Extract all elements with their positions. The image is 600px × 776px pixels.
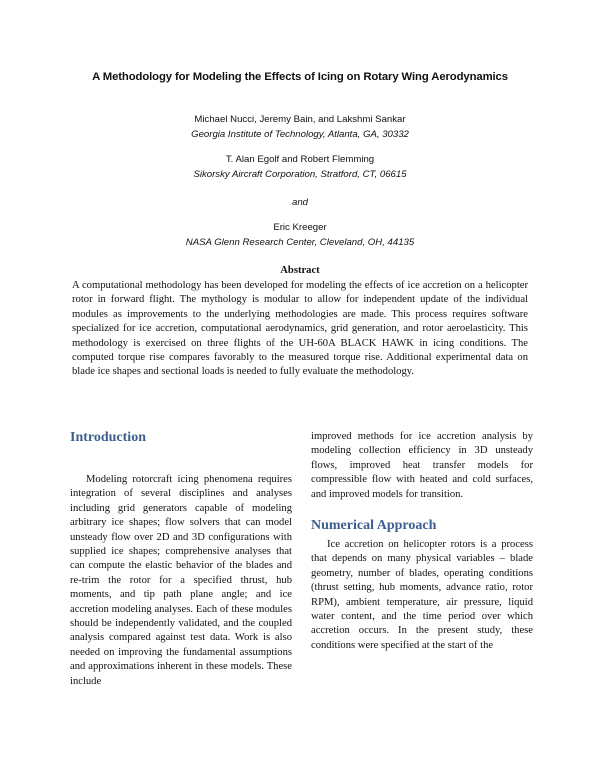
author-group-2 bbox=[100, 152, 500, 182]
right-column bbox=[311, 430, 533, 653]
author-group-1 bbox=[100, 112, 500, 142]
introduction-text: Modeling rotorcraft icing phenomena requires integration of several disciplines and analyses including grid generators capable of modeling arbitrary ice shapes; flow solvers that can model unsteady flow over 2D and 3D configurations with supplied ice shapes; comprehensive analyses that can compute the elastic behavior of the blades and re-trim the rotor for a specified thrust, hub moments, and tip path plane angle; and ice accretion modeling analyses. Each of these modules should be independently validated, and the coupled analysis compared against test data. Work is also needed on improving the fundamental assumptions and approximations inherent in these models. These include bbox=[70, 474, 292, 687]
numerical-approach-text: Ice accretion on helicopter rotors is a process that depends on many physical variables – blade geometry, number of blades, operating conditions (thrust setting, hub moments, advance ratio, rotor RPM), ambient temperature, air pressure, liquid water content, and the time period over which accretion occurs. In the present study, these conditions were specified at the start of the bbox=[311, 539, 533, 651]
and-separator: and bbox=[291, 197, 308, 208]
abstract-heading: Abstract bbox=[280, 265, 320, 276]
author-affiliation: NASA Glenn Research Center, Cleveland, OH, 44135 bbox=[185, 237, 415, 248]
abstract-text: A computational methodology has been developed for modeling the effects of ice accretion on a helicopter rotor in forward flight. The mythology is modular to allow for independent update of the individual modules as improvements to the underlying methodologies are made. This process requires software specialized for ice accretion, computational aerodynamics, grid generation, and rotor aeroelasticity. This methodology is exercised on three flights of the UH-60A BLACK HAWK in icing conditions. The computed torque rise compares favorably to the measured torque rise. Additional experimental data on blade ice shapes and sectional loads is needed to fully evaluate the methodology. bbox=[72, 280, 528, 378]
author-affiliation: Georgia Institute of Technology, Atlanta, GA, 30332 bbox=[191, 129, 409, 140]
author-group-3 bbox=[100, 220, 500, 250]
introduction-heading: Introduction bbox=[70, 430, 146, 445]
author-names: Eric Kreeger bbox=[273, 222, 327, 233]
author-names: T. Alan Egolf and Robert Flemming bbox=[225, 154, 375, 165]
introduction-continuation-text: improved methods for ice accretion analysis by modeling collection efficiency in 3D unsteady flows, improved heat transfer models for compressible flow with heated and cold surfaces, and improved models for transition. bbox=[311, 431, 533, 500]
numerical-approach-heading: Numerical Approach bbox=[311, 518, 437, 534]
left-column bbox=[70, 430, 292, 689]
author-names: Michael Nucci, Jeremy Bain, and Lakshmi Sankar bbox=[194, 114, 406, 125]
paper-title: A Methodology for Modeling the Effects of Icing on Rotary Wing Aerodynamics bbox=[92, 71, 508, 83]
author-affiliation: Sikorsky Aircraft Corporation, Stratford, CT, 06615 bbox=[193, 169, 407, 180]
